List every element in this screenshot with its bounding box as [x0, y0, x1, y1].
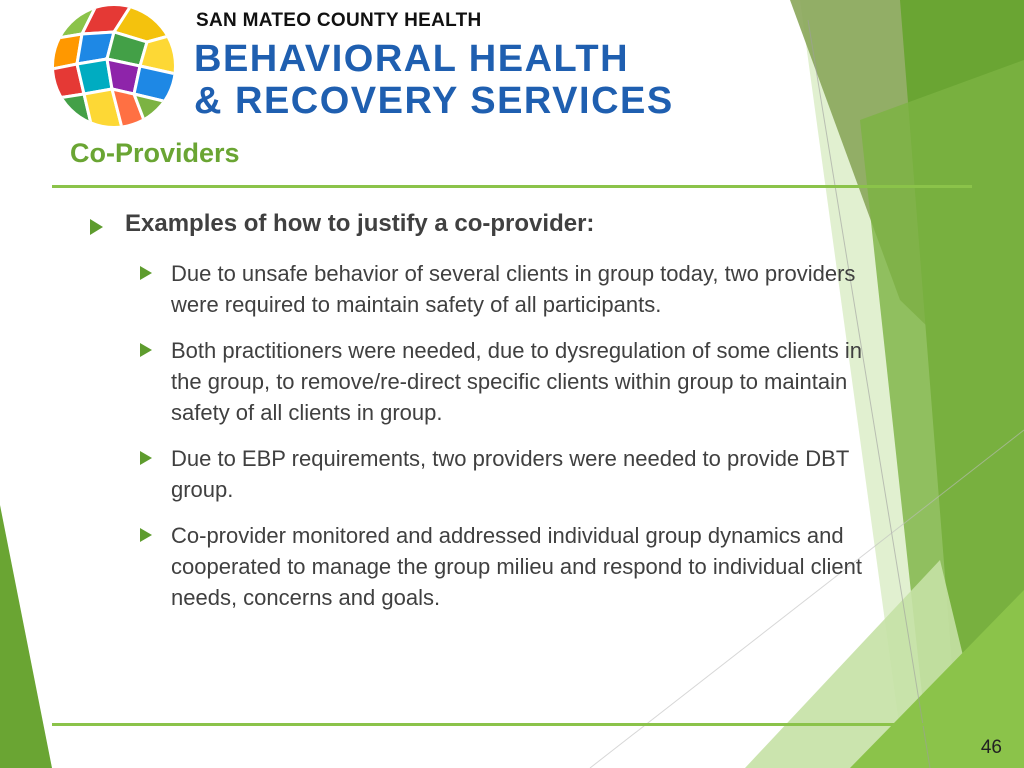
bullet-arrow-icon — [140, 451, 152, 465]
main-bullet-text: Examples of how to justify a co-provider: — [125, 210, 595, 237]
bullet-arrow-icon — [140, 266, 152, 280]
list-item — [140, 520, 880, 613]
bullet-arrow-icon — [140, 343, 152, 357]
bullet-arrow-icon — [90, 219, 103, 235]
list-item — [140, 443, 880, 505]
org-name-line1: BEHAVIORAL HEALTH — [194, 38, 630, 80]
main-bullet — [90, 210, 594, 238]
sub-bullet-list — [140, 258, 880, 628]
sub-bullet-text: Both practitioners were needed, due to dysregulation of some clients in the group, to remove/re-direct specific clients within group to maintain safety of all clients in group. — [171, 338, 862, 425]
sub-bullet-text: Due to EBP requirements, two providers were needed to provide DBT group. — [171, 446, 849, 502]
sub-bullet-text: Co-provider monitored and addressed individual group dynamics and cooperated to manage the group milieu and respond to individual client needs, concerns and goals. — [171, 523, 863, 610]
mosaic-logo-icon — [52, 4, 176, 128]
bullet-arrow-icon — [140, 528, 152, 542]
list-item — [140, 258, 880, 320]
deco-shape-left — [0, 505, 52, 768]
footer-divider — [52, 723, 972, 726]
slide-title: Co-Providers — [70, 138, 240, 168]
page-number: 46 — [980, 737, 1002, 758]
sub-bullet-text: Due to unsafe behavior of several clients in group today, two providers were required to maintain safety of all participants. — [171, 261, 856, 317]
org-county-label: SAN MATEO COUNTY HEALTH — [196, 10, 482, 31]
title-divider — [52, 185, 972, 188]
list-item — [140, 335, 880, 428]
org-name-line2: & RECOVERY SERVICES — [194, 80, 674, 122]
